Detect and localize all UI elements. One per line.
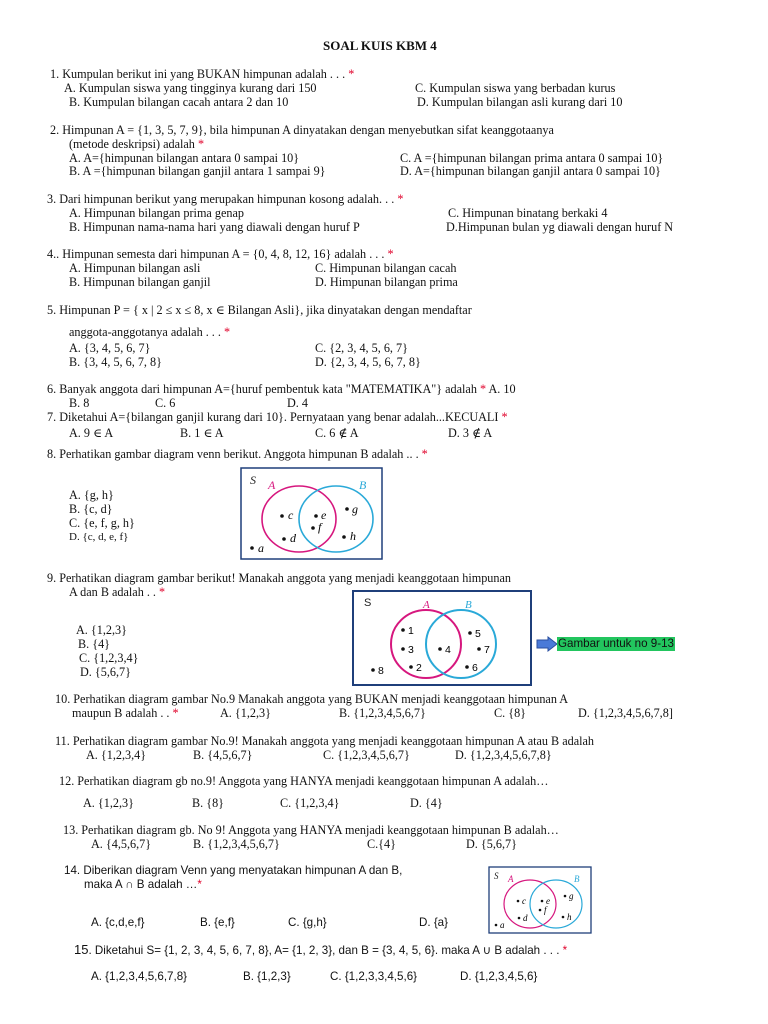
q14-venn-diagram [488,866,592,934]
q11-option-a: A. {1,2,3,4} [86,748,147,762]
element-g: g [352,502,358,516]
q7-option-b: B. 1 ∈ A [180,426,224,440]
q6-option-a: A. 10 [488,382,516,396]
q13-option-d: D. {5,6,7} [466,837,517,851]
element-a: a [258,541,264,555]
q1-option-d: D. Kumpulan bilangan asli kurang dari 10 [417,95,623,109]
element-c: c [288,508,294,522]
element-5: 5 [475,628,481,640]
q11-option-d: D. {1,2,3,4,5,6,7,8} [455,748,552,762]
q9-option-c: C. {1,2,3,4} [79,651,139,665]
q15-option-a: A. {1,2,3,4,5,6,7,8} [91,970,188,983]
element-8: 8 [378,665,384,677]
q5-option-c: C. {2, 3, 4, 5, 6, 7} [315,341,408,355]
q6-option-c: C. 6 [155,396,176,410]
callout-label: Gambar untuk no 9-13 [558,637,675,650]
q2-option-a: A. A={himpunan bilangan antara 0 sampai 10} [69,151,300,165]
q11-option-c: C. {1,2,3,4,5,6,7} [323,748,410,762]
question-7: 7. Diketahui A={bilangan ganjil kurang dari 10}. Pernyataan yang benar adalah...KECUALI * [47,410,508,424]
q13-option-b: B. {1,2,3,4,5,6,7} [193,837,280,851]
q14-option-c: C. {g,h} [288,916,327,929]
q15-option-b: B. {1,2,3} [243,970,291,983]
question-10: 10. Perhatikan diagram gambar No.9 Manakah anggota yang BUKAN menjadi keanggotaan himpunan A [55,692,569,706]
element-1: 1 [408,625,414,637]
q7-option-c: C. 6 ∉ A [315,426,359,440]
q11-option-b: B. {4,5,6,7} [193,748,253,762]
question-1: 1. Kumpulan berikut ini yang BUKAN himpunan adalah . . . * [50,67,355,81]
q8-venn-diagram [240,467,384,561]
page-title: SOAL KUIS KBM 4 [323,38,437,53]
q2-option-d: D. A={himpunan bilangan ganjil antara 0 sampai 10} [400,164,661,178]
q5-option-a: A. {3, 4, 5, 6, 7} [69,341,151,355]
q12-option-a: A. {1,2,3} [83,796,134,810]
question-11: 11. Perhatikan diagram gambar No.9! Manakah anggota yang menjadi keanggotaan himpunan A atau B adalah [55,734,595,748]
label-s: S [494,871,499,881]
q10-option-c: C. {8} [494,706,527,720]
question-5: 5. Himpunan P = { x | 2 ≤ x ≤ 8, x ∈ Bilangan Asli}, jika dinyatakan dengan mendaftar [47,303,472,317]
element-3: 3 [408,644,414,656]
element-h: h [567,912,572,922]
q9-option-a: A. {1,2,3} [76,623,127,637]
element-e: e [321,508,327,522]
q4-option-b: B. Himpunan bilangan ganjil [69,275,211,289]
question-14: 14. Diberikan diagram Venn yang menyatakan himpunan A dan B, [64,864,403,877]
label-set-a: A [508,874,514,884]
q6-option-d: D. 4 [287,396,308,410]
element-f: f [544,905,547,915]
q7-option-d: D. 3 ∉ A [448,426,493,440]
label-s: S [250,473,256,487]
q8-option-d: D. {c, d, e, f} [69,531,129,543]
q4-option-c: C. Himpunan bilangan cacah [315,261,457,275]
q3-option-a: A. Himpunan bilangan prima genap [69,206,244,220]
q10-option-d: D. {1,2,3,4,5,6,7,8] [578,706,673,720]
q2-option-b: B. A ={himpunan bilangan ganjil antara 1 sampai 9} [69,164,326,178]
label-set-a: A [423,599,430,611]
label-set-b: B [465,599,472,611]
q4-option-d: D. Himpunan bilangan prima [315,275,458,289]
element-4: 4 [445,644,451,656]
q12-option-c: C. {1,2,3,4} [280,796,340,810]
q8-option-b: B. {c, d} [69,502,113,516]
question-2-cont: (metode deskripsi) adalah * [69,137,205,151]
q3-option-d: D.Himpunan bulan yg diawali dengan huruf N [446,220,674,234]
element-c: c [522,896,526,906]
element-g: g [569,891,574,901]
q13-option-a: A. {4,5,6,7} [91,837,152,851]
question-4: 4.. Himpunan semesta dari himpunan A = {0, 4, 8, 12, 16} adalah . . . * [47,247,394,261]
element-h: h [350,529,356,543]
q15-option-d: D. {1,2,3,4,5,6} [460,970,538,983]
q2-option-c: C. A ={himpunan bilangan prima antara 0 sampai 10} [400,151,664,165]
q4-option-a: A. Himpunan bilangan asli [69,261,201,275]
question-14-cont: maka A ∩ B adalah …* [84,878,202,891]
question-13: 13. Perhatikan diagram gb. No 9! Anggota yang HANYA menjadi keanggotaan himpunan B adalah… [63,823,559,837]
element-f: f [318,520,322,534]
element-d: d [290,531,296,545]
q12-option-b: B. {8} [192,796,225,810]
q5-option-d: D. {2, 3, 4, 5, 6, 7, 8} [315,355,421,369]
question-6: 6. Banyak anggota dari himpunan A={huruf pembentuk kata "MATEMATIKA"} adalah * A. 10 [47,382,516,396]
q10-option-a: A. {1,2,3} [220,706,271,720]
question-12: 12. Perhatikan diagram gb no.9! Anggota yang HANYA menjadi keanggotaan himpunan A adalah… [59,774,549,788]
q3-option-c: C. Himpunan binatang berkaki 4 [448,206,608,220]
q8-option-c: C. {e, f, g, h} [69,516,135,530]
question-5-cont: anggota-anggotanya adalah . . . * [69,325,231,339]
element-e: e [546,896,550,906]
element-a: a [500,920,505,930]
element-2: 2 [416,662,422,674]
q6-option-b: B. 8 [69,396,90,410]
q14-option-d: D. {a} [419,916,449,929]
q15-option-c: C. {1,2,3,3,4,5,6} [330,970,418,983]
question-15: 15. Diketahui S= {1, 2, 3, 4, 5, 6, 7, 8}, A= {1, 2, 3}, dan B = {3, 4, 5, 6}. maka A ∪ B adalah . . . * [74,942,568,957]
q1-option-a: A. Kumpulan siswa yang tingginya kurang dari 150 [64,81,317,95]
q9-venn-diagram [352,590,532,686]
element-6: 6 [472,662,478,674]
question-8: 8. Perhatikan gambar diagram venn berikut. Anggota himpunan B adalah .. . * [47,447,428,461]
question-10-cont: maupun B adalah . . * [72,706,179,720]
q3-option-b: B. Himpunan nama-nama hari yang diawali dengan huruf P [69,220,360,234]
question-9: 9. Perhatikan diagram gambar berikut! Manakah anggota yang menjadi keanggotaan himpunan [47,571,511,585]
label-set-a: A [268,478,276,492]
q1-option-c: C. Kumpulan siswa yang berbadan kurus [415,81,616,95]
callout-arrow-icon [536,636,558,652]
q1-option-b: B. Kumpulan bilangan cacah antara 2 dan 10 [69,95,289,109]
question-2: 2. Himpunan A = {1, 3, 5, 7, 9}, bila himpunan A dinyatakan dengan menyebutkan sifat keanggotaanya [50,123,554,137]
q12-option-d: D. {4} [410,796,443,810]
label-set-b: B [574,874,580,884]
q9-option-d: D. {5,6,7} [80,665,131,679]
q7-option-a: A. 9 ∈ A [69,426,114,440]
label-s: S [364,597,372,609]
q14-option-b: B. {e,f} [200,916,235,929]
label-set-b: B [359,478,367,492]
element-7: 7 [484,644,490,656]
question-9-cont: A dan B adalah . . * [69,585,166,599]
element-d: d [523,913,528,923]
q14-option-a: A. {c,d,e,f} [91,916,145,929]
q9-option-b: B. {4} [78,637,111,651]
question-3: 3. Dari himpunan berikut yang merupakan himpunan kosong adalah. . . * [47,192,404,206]
q8-option-a: A. {g, h} [69,488,114,502]
q10-option-b: B. {1,2,3,4,5,6,7} [339,706,426,720]
q13-option-c: C.{4} [367,837,396,851]
q5-option-b: B. {3, 4, 5, 6, 7, 8} [69,355,162,369]
